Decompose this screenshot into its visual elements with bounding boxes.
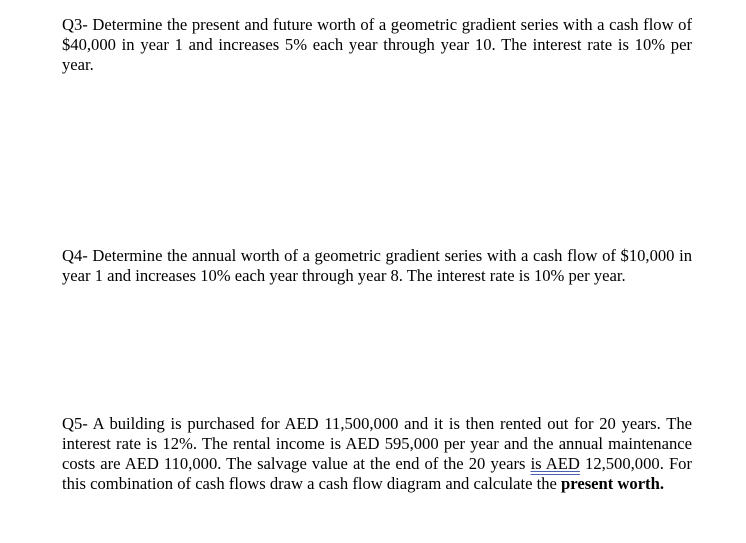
question-5-bold-text: present worth. <box>561 474 664 493</box>
question-4: Q4- Determine the annual worth of a geometric gradient series with a cash flow of $10,000 in year 1 and increases 10% each year through year 8. The interest rate is 10% per year. <box>62 246 692 285</box>
question-5-underlined-text: is AED <box>530 454 580 473</box>
question-3: Q3- Determine the present and future worth of a geometric gradient series with a cash flow of $40,000 in year 1 and increases 5% each year through year 10. The interest rate is 10% per year. <box>62 15 692 74</box>
question-5 <box>62 414 692 494</box>
question-5-text-part1: Q5- A building is purchased for AED 11,500,000 and it is then rented out for 20 years. The interest rate is 12%. The rental income is AED 595,000 per year and the annual maintenance costs are AED 110,000. The salvage value at the end of the 20 years <box>62 414 692 473</box>
question-5-text-part2: 12,500,000. For this combination of cash flows draw a cash flow diagram and calculate the <box>62 454 692 493</box>
